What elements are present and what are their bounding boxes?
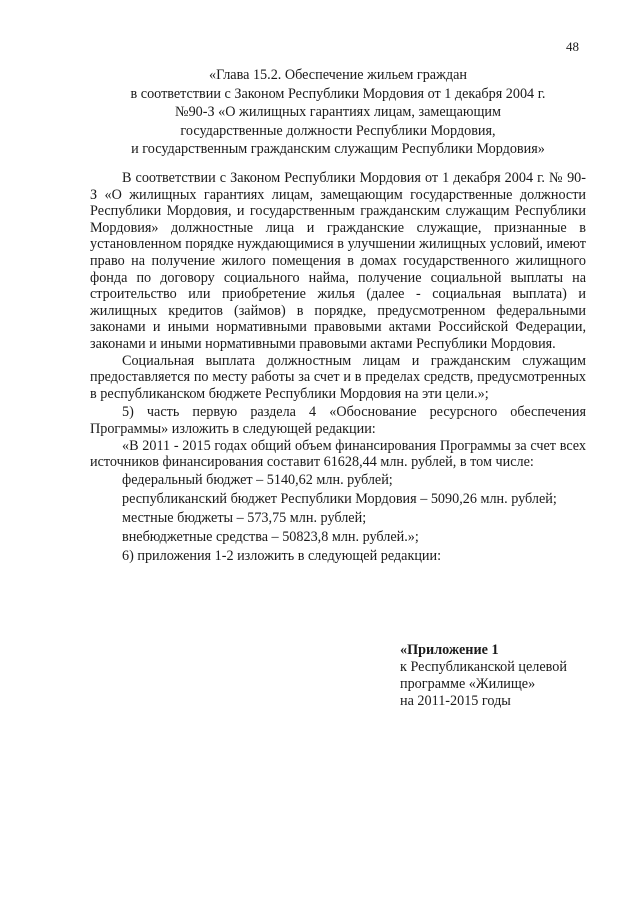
appendix-line: программе «Жилище» (400, 676, 536, 692)
appendix-header (400, 642, 567, 710)
heading-line: в соответствии с Законом Республики Мордовия от 1 декабря 2004 г. (130, 85, 546, 102)
paragraph-item-5: 5) часть первую раздела 4 «Обоснование ресурсного обеспечения Программы» изложить в следующей редакции: (90, 404, 586, 437)
chapter-heading (88, 66, 588, 159)
heading-line: «Глава 15.2. Обеспечение жильем граждан (209, 67, 467, 83)
paragraph-social-payment: Социальная выплата должностным лицам и гражданским служащим предоставляется по месту работы за счет и в пределах средств, предусмотренных в республиканском бюджете Республики Мордовия на эти цели.»; (90, 352, 586, 402)
heading-line: №90-З «О жилищных гарантиях лицам, замещающим (175, 104, 501, 120)
funding-item-federal: федеральный бюджет – 5140,62 млн. рублей; (122, 471, 393, 488)
funding-item-republican: республиканский бюджет Республики Мордовия – 5090,26 млн. рублей; (122, 490, 557, 507)
heading-line: государственные должности Республики Мордовия, (180, 122, 496, 139)
appendix-line: на 2011-2015 годы (400, 693, 511, 709)
heading-line: и государственным гражданским служащим Республики Мордовия» (131, 141, 545, 157)
document-body (90, 170, 586, 566)
paragraph-financing-total: «В 2011 - 2015 годах общий объем финансирования Программы за счет всех источников финансирования составит 61628,44 млн. рублей, в том числе: (90, 437, 586, 471)
paragraph-item-6: 6) приложения 1-2 изложить в следующей редакции: (122, 547, 442, 564)
appendix-line: к Республиканской целевой (400, 659, 567, 675)
paragraph-housing-rights: В соответствии с Законом Республики Мордовия от 1 декабря 2004 г. № 90-З «О жилищных гарантиях лицам, замещающим государственные должности Республики Мордовия, и государственным гражданским служащим Республики Мордовия» должностные лица и гражданские служащие, признанные в установленном порядке нуждающимися в улучшении жилищных условий, имеют право на получение жилого помещения в домах государственного жилищного фонда по договору социального найма, получение социальной выплаты на строительство или приобретение жилья (далее - социальная выплата) и жилищных кредитов (займов) в порядке, предусмотренном федеральными законами и иными нормативными правовыми актами Российской Федерации, законами и иными нормативными правовыми актами Республики Мордовия. (90, 170, 586, 352)
funding-item-extrabudgetary: внебюджетные средства – 50823,8 млн. рублей.»; (122, 528, 419, 545)
funding-item-local: местные бюджеты – 573,75 млн. рублей; (122, 509, 367, 526)
appendix-title: «Приложение 1 (400, 642, 499, 658)
page-number: 48 (566, 39, 579, 54)
